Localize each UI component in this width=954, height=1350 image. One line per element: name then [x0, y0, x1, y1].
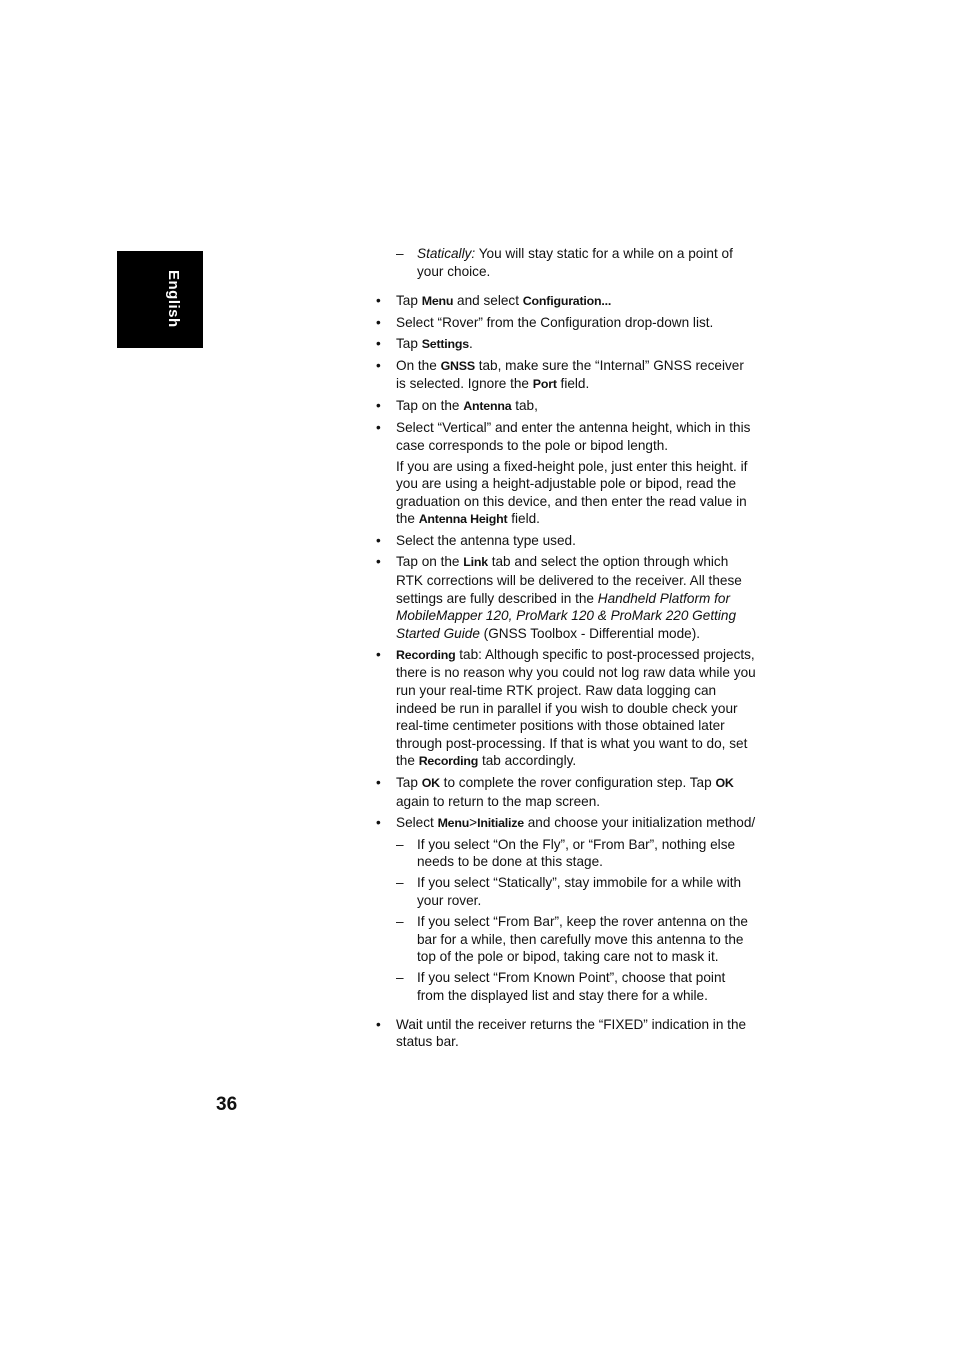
text-run: Wait until the receiver returns the “FIXED” indication in the status bar.	[396, 1016, 747, 1050]
ui-term: Recording	[396, 647, 456, 662]
sub-item	[376, 874, 756, 909]
text-run: tab accordingly.	[478, 753, 577, 769]
text-run: and select	[453, 292, 523, 308]
sub-item	[376, 836, 756, 871]
spacer	[376, 284, 756, 292]
note-paragraph	[376, 458, 756, 529]
bullet-item	[376, 553, 756, 642]
bullet-item	[376, 774, 756, 810]
text-run: tab,	[511, 398, 538, 414]
bullet-item	[376, 814, 756, 833]
language-tab-label: English	[165, 270, 182, 328]
ui-term: Initialize	[477, 815, 524, 830]
text-run: If you select “On the Fly”, or “From Bar”, nothing else needs to be done at this stage.	[417, 836, 736, 870]
text-run: Tap	[396, 335, 422, 351]
text-run: Select the antenna type used.	[396, 533, 576, 549]
ui-term: Antenna	[463, 399, 512, 414]
ui-term: Menu	[421, 293, 454, 308]
text-run: tab and select the option through which RTK corrections will be delivered to the receiver. All these settings are fully described in the	[396, 554, 742, 606]
ui-term: OK	[421, 776, 440, 791]
text-run: and choose your initialization method/	[523, 814, 756, 830]
emphasis-text: Handheld Platform for MobileMapper 120, ProMark 120 & ProMark 220 Getting Started Guide	[396, 590, 737, 641]
text-run: You will stay static for a while on a point of your choice.	[417, 246, 733, 279]
text-run: If you select “Statically”, stay immobile for a while with your rover.	[417, 875, 742, 909]
page-number: 36	[216, 1094, 238, 1115]
text-run: to complete the rover configuration step. Tap	[439, 775, 716, 791]
spacer	[376, 1008, 756, 1016]
sub-item	[376, 913, 756, 966]
ui-term: Link	[463, 555, 488, 570]
bullet-item	[376, 1016, 756, 1051]
text-run: If you are using a fixed-height pole, just enter this height. if you are using a height-adjustable pole or bipod, read the graduation on this device, and then enter the read value in the	[396, 458, 748, 527]
ui-term: Configuration...	[522, 293, 612, 308]
bullet-item	[376, 419, 756, 454]
text-run: Tap	[396, 292, 422, 308]
bullet-item	[376, 532, 756, 550]
text-run: Select	[396, 814, 438, 830]
ui-term: OK	[715, 776, 734, 791]
text-run: Select “Rover” from the Configuration drop-down list.	[396, 314, 714, 330]
bullet-item	[376, 314, 756, 332]
text-run: field.	[556, 376, 590, 392]
text-run: Select “Vertical” and enter the antenna height, which in this case corresponds to the pole or bipod length.	[396, 420, 751, 453]
ui-term: Antenna Height	[418, 512, 508, 527]
text-run: Tap on the	[396, 554, 464, 570]
sub-item	[376, 245, 756, 280]
text-run: >	[469, 814, 478, 830]
text-run: Tap	[396, 775, 422, 791]
bullet-item	[376, 646, 756, 771]
bullet-item	[376, 292, 756, 311]
text-run: tab, make sure the “Internal” GNSS receiver is selected. Ignore the	[396, 357, 744, 392]
text-run: On the	[396, 357, 441, 373]
bullet-item	[376, 357, 756, 394]
text-run: If you select “From Bar”, keep the rover antenna on the bar for a while, then carefully move this antenna to the top of the pole or bipod, taking care not to mask it.	[417, 914, 748, 965]
sub-item	[376, 969, 756, 1004]
ui-term: Recording	[418, 754, 479, 769]
ui-term: Settings	[421, 336, 469, 351]
text-run: field.	[507, 511, 540, 527]
text-run: .	[468, 335, 473, 351]
ui-term: Port	[532, 377, 557, 392]
language-tab	[117, 251, 203, 348]
ui-term: GNSS	[440, 358, 475, 373]
bullet-item	[376, 397, 756, 416]
text-run: tab: Although specific to post-processed projects, there is no reason why you could not log raw data while you run your real-time RTK project. Raw data logging can indeed be run in parallel if you wish to double check your real-time centimeter positions with those obtained later through post-processing. If that is what you want to do, set the	[396, 646, 756, 769]
text-run: (GNSS Toolbox - Differential mode).	[479, 625, 700, 641]
instruction-column	[376, 245, 756, 1054]
text-run: Tap on the	[396, 398, 464, 414]
text-run: If you select “From Known Point”, choose that point from the displayed list and stay there for a while.	[417, 970, 726, 1003]
ui-term: Menu	[437, 815, 470, 830]
bullet-item	[376, 335, 756, 354]
emphasis-text: Statically:	[417, 246, 476, 261]
text-run: again to return to the map screen.	[396, 793, 601, 809]
